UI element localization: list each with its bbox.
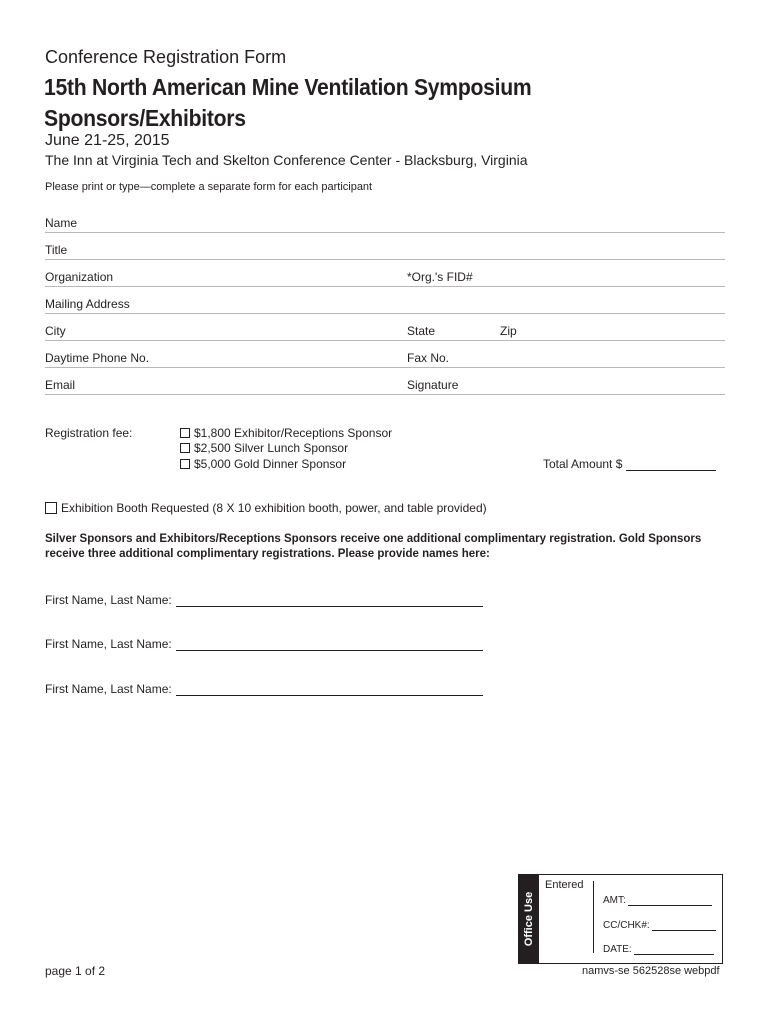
phone-line [45,367,725,368]
mailing-address-line [45,313,725,314]
sponsor-option-silver[interactable] [180,441,348,455]
cc-chk-label: CC/CHK#: [603,920,650,931]
name-label: Name [45,216,78,230]
booth-request[interactable] [45,501,487,515]
sponsor-note: Silver Sponsors and Exhibitors/Receptions Sponsors receive one additional complimentary registration. Gold Sponsors receive three additional complimentary registrations. Please provide names here: [45,533,702,560]
guest-name-label: First Name, Last Name: [45,593,172,607]
guest-name-blank[interactable] [176,594,483,607]
form-instructions: Please print or type—complete a separate form for each participant [45,181,373,193]
cc-chk-blank[interactable] [652,920,716,931]
total-amount-field[interactable] [543,457,716,471]
total-amount-blank[interactable] [626,458,716,471]
amt-blank[interactable] [628,895,712,906]
booth-label: Exhibition Booth Requested (8 X 10 exhibition booth, power, and table provided) [61,501,487,515]
date-field[interactable] [603,944,714,955]
office-use-box [518,874,723,964]
event-dates: June 21-25, 2015 [45,132,170,149]
page-number: page 1 of 2 [45,964,106,978]
option-label: $2,500 Silver Lunch Sponsor [194,441,349,455]
guest-name-blank[interactable] [176,683,483,696]
name-field[interactable] [45,215,725,233]
cc-chk-field[interactable] [603,920,716,931]
fax-label: Fax No. [407,351,450,365]
mailing-address-field[interactable] [45,296,725,314]
email-line [45,394,725,395]
title-field[interactable] [45,242,725,260]
guest-name-1[interactable] [45,593,483,607]
form-label: Conference Registration Form [45,47,287,67]
sponsor-option-exhibitor[interactable] [180,426,392,440]
date-label: DATE: [603,944,632,955]
entered-label: Entered [545,879,584,891]
document-code: namvs-se 562528se webpdf [582,965,720,977]
city-label: City [45,324,66,338]
option-label: $1,800 Exhibitor/Receptions Sponsor [194,426,393,440]
amt-field[interactable] [603,895,712,906]
state-label: State [407,324,436,338]
title-label: Title [45,243,68,257]
organization-line [45,286,725,287]
total-amount-label: Total Amount $ [543,457,623,471]
guest-name-label: First Name, Last Name: [45,682,172,696]
signature-label: Signature [407,378,459,392]
org-fid-label: *Org.'s FID# [407,270,473,284]
event-venue: The Inn at Virginia Tech and Skelton Conference Center - Blacksburg, Virginia [45,152,528,168]
city-state-zip-field[interactable] [45,323,725,341]
office-divider [593,881,594,953]
office-use-label: Office Use [523,891,535,947]
amt-label: AMT: [603,895,626,906]
email-label: Email [45,378,76,392]
checkbox-gold[interactable] [180,459,190,469]
registration-fee-label: Registration fee: [45,426,133,440]
email-signature-field[interactable] [45,377,725,395]
city-line [45,340,725,341]
zip-label: Zip [500,324,517,338]
title-line [45,259,725,260]
name-line [45,232,725,233]
page-title: 15th North American Mine Ventilation Symposium [44,74,532,100]
guest-name-2[interactable] [45,637,483,651]
guest-name-blank[interactable] [176,638,483,651]
organization-label: Organization [45,270,114,284]
checkbox-exhibitor[interactable] [180,428,190,438]
checkbox-booth[interactable] [45,502,57,514]
phone-fax-field[interactable] [45,350,725,368]
guest-name-label: First Name, Last Name: [45,637,172,651]
guest-name-3[interactable] [45,682,483,696]
office-use-band [519,875,539,963]
mailing-address-label: Mailing Address [45,297,130,311]
checkbox-silver[interactable] [180,443,190,453]
organization-field[interactable] [45,269,725,287]
option-label: $5,000 Gold Dinner Sponsor [194,457,347,471]
page-subtitle: Sponsors/Exhibitors [44,105,246,131]
sponsor-option-gold[interactable] [180,457,346,471]
date-blank[interactable] [634,944,714,955]
daytime-phone-label: Daytime Phone No. [45,351,150,365]
